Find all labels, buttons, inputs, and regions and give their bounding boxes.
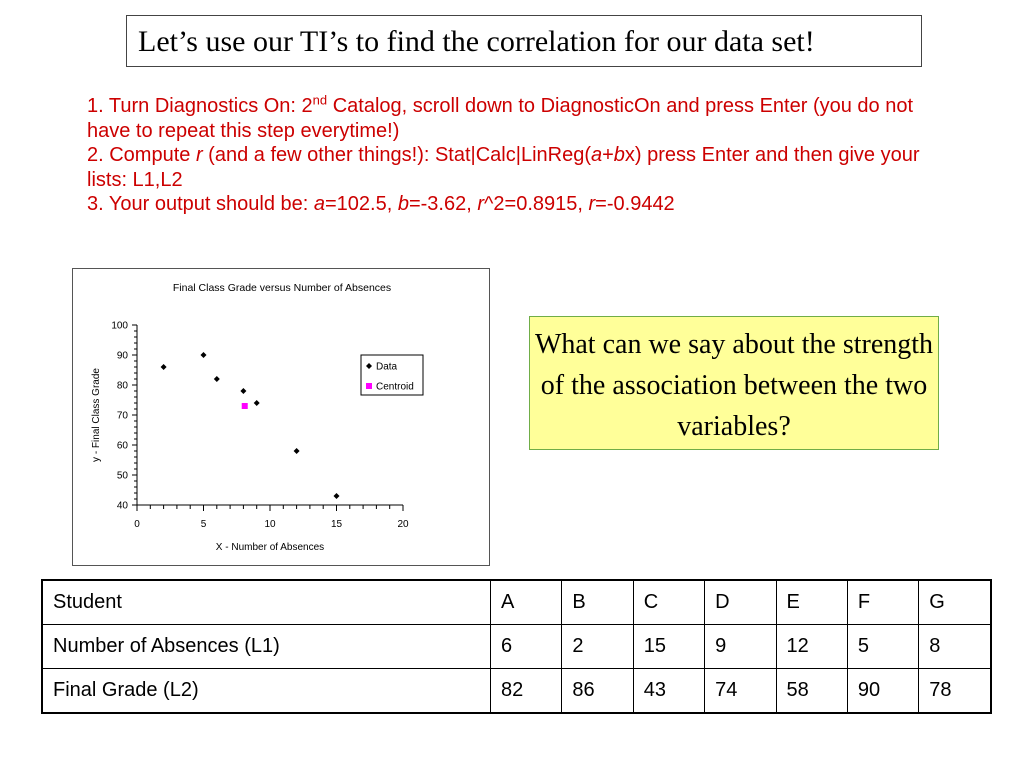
step-3: 3. Your output should be: a=102.5, b=-3.62, r^2=0.8915, r=-0.9442 — [87, 193, 675, 215]
data-point — [254, 400, 260, 406]
y-tick-label: 40 — [116, 500, 128, 512]
step-2: 2. Compute r (and a few other things!): Stat|Calc|LinReg(a+bx) press Enter and then give your lists: L1,L2 — [87, 144, 920, 191]
table-cell: B — [562, 580, 633, 625]
table-cell: 8 — [919, 625, 991, 669]
table-cell: A — [491, 580, 562, 625]
table-cell: 58 — [776, 668, 847, 713]
table-cell: 6 — [491, 625, 562, 669]
table-row-grade — [42, 668, 991, 713]
data-point — [334, 493, 340, 499]
step-1: 1. Turn Diagnostics On: 2nd Catalog, scroll down to DiagnosticOn and press Enter (you do not have to repeat this step everytime!) — [87, 92, 914, 142]
x-tick-label: 10 — [264, 519, 276, 530]
table-cell: 86 — [562, 668, 633, 713]
table-cell: Number of Absences (L1) — [42, 625, 491, 669]
table-cell: 9 — [705, 625, 776, 669]
table-cell: 82 — [491, 668, 562, 713]
y-tick-label: 70 — [116, 410, 128, 422]
y-tick-label: 90 — [116, 350, 128, 362]
table-row-absences — [42, 625, 991, 669]
legend-label: Data — [376, 361, 398, 373]
data-point — [240, 388, 246, 394]
y-tick-label: 50 — [116, 470, 128, 482]
legend-marker — [366, 383, 372, 389]
x-tick-label: 20 — [397, 519, 409, 530]
table-cell: 78 — [919, 668, 991, 713]
x-tick-label: 5 — [200, 519, 207, 530]
table-cell: 90 — [847, 668, 918, 713]
y-tick-label: 60 — [116, 440, 128, 452]
table-cell: G — [919, 580, 991, 625]
chart-svg — [73, 269, 491, 567]
data-point — [201, 352, 207, 358]
data-point — [161, 364, 167, 370]
x-axis-label: X - Number of Absences — [215, 542, 325, 553]
legend-label: Centroid — [376, 381, 414, 393]
table-cell: 12 — [776, 625, 847, 669]
scatter-chart — [72, 268, 490, 566]
table-cell: Student — [42, 580, 491, 625]
slide-title: Let’s use our TI’s to find the correlation for our data set! — [126, 15, 922, 67]
question-callout: What can we say about the strength of the association between the two variables? — [529, 316, 939, 450]
centroid-point — [242, 403, 248, 409]
table-cell: 15 — [633, 625, 704, 669]
table-cell: 43 — [633, 668, 704, 713]
ordinal-superscript: nd — [312, 92, 328, 108]
y-tick-label: 80 — [116, 380, 128, 392]
data-table — [41, 579, 992, 714]
table-cell: E — [776, 580, 847, 625]
y-tick-label: 100 — [111, 320, 128, 332]
table-cell: 2 — [562, 625, 633, 669]
data-point — [214, 376, 220, 382]
table-row-header — [42, 580, 991, 625]
table-cell: 74 — [705, 668, 776, 713]
instruction-steps — [87, 94, 927, 217]
table-cell: C — [633, 580, 704, 625]
y-axis-label: y - Final Class Grade — [91, 368, 102, 462]
table-cell: D — [705, 580, 776, 625]
x-tick-label: 0 — [134, 519, 140, 530]
chart-title: Final Class Grade versus Number of Absences — [172, 282, 392, 294]
table-cell: 5 — [847, 625, 918, 669]
table-cell: Final Grade (L2) — [42, 668, 491, 713]
table-cell: F — [847, 580, 918, 625]
x-tick-label: 15 — [330, 519, 343, 530]
data-point — [294, 448, 300, 454]
